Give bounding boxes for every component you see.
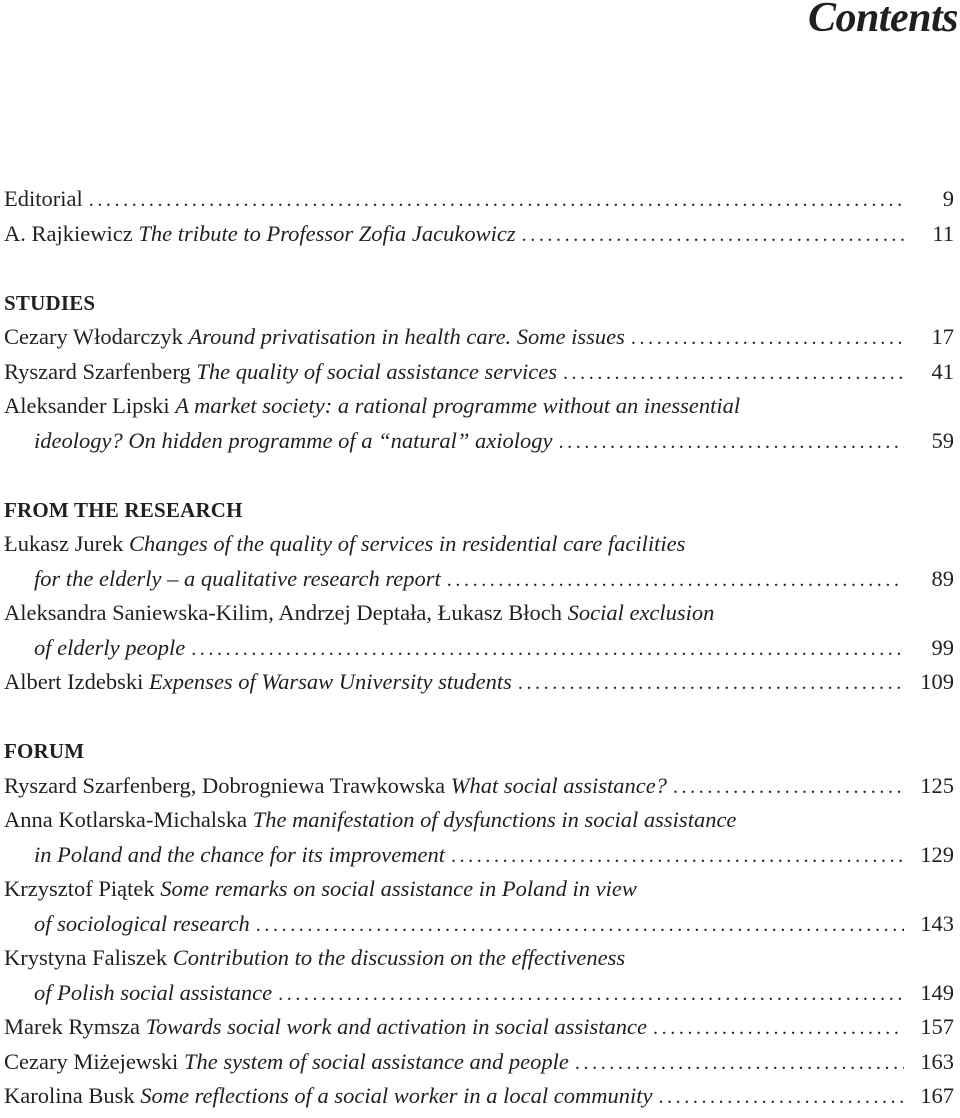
entry-author: Ryszard Szarfenberg, Dobrogniewa Trawkowska — [4, 772, 446, 798]
entry-page: 143 — [920, 910, 954, 936]
entry-author: Marek Rymsza — [4, 1014, 140, 1039]
toc-entry-continuation[interactable] — [4, 838, 954, 873]
toc-entry[interactable] — [4, 803, 954, 838]
section-heading-from-the-research: FROM THE RESEARCH — [4, 497, 243, 522]
entry-title: Expenses of Warsaw University students — [148, 669, 512, 694]
entry-page: 9 — [942, 186, 954, 211]
entry-title: A market society: a rational programme without an inessential — [175, 393, 741, 418]
toc-entry[interactable] — [4, 596, 954, 631]
toc-entry[interactable] — [4, 872, 954, 907]
toc-entry[interactable] — [4, 527, 954, 562]
entry-title: The quality of social assistance services — [196, 358, 557, 384]
dot-leader — [522, 218, 904, 253]
dot-leader — [518, 666, 904, 701]
entry-author: Krzysztof Piątek — [4, 876, 155, 901]
toc-entry-continuation[interactable] — [4, 562, 954, 597]
entry-title-continuation: for the elderly – a qualitative research report — [34, 565, 441, 591]
toc-entry[interactable] — [4, 355, 954, 390]
entry-author: Aleksandra Saniewska-Kilim, Andrzej Deptała, Łukasz Błoch — [4, 600, 562, 625]
entry-title: The manifestation of dysfunctions in social assistance — [252, 807, 737, 832]
entry-title-continuation: of Polish social assistance — [34, 979, 273, 1005]
dot-leader — [658, 1080, 904, 1115]
entry-page: 89 — [931, 565, 954, 591]
dot-leader — [451, 839, 904, 874]
toc-entry-editorial[interactable] — [4, 182, 954, 217]
toc-entry[interactable] — [4, 217, 954, 252]
dot-leader — [653, 1011, 904, 1046]
toc-entry-continuation[interactable] — [4, 976, 954, 1011]
entry-author: Łukasz Jurek — [4, 531, 124, 556]
entry-title: Towards social work and activation in social assistance — [145, 1014, 648, 1039]
entry-title-continuation: of sociological research — [34, 910, 250, 936]
entry-author: Cezary Włodarczyk — [4, 324, 183, 349]
toc-entry[interactable] — [4, 1045, 954, 1080]
dot-leader — [191, 632, 904, 667]
dot-leader — [256, 908, 904, 943]
entry-title: The tribute to Professor Zofia Jacukowicz — [138, 220, 516, 246]
table-of-contents — [4, 182, 954, 1114]
entry-page: 99 — [931, 634, 954, 660]
entry-title: Around privatisation in health care. Some issues — [188, 324, 625, 349]
entry-page: 125 — [920, 772, 954, 798]
page-title: Contents — [807, 0, 958, 41]
dot-leader — [673, 770, 904, 805]
entry-page: 11 — [932, 220, 954, 246]
entry-author: Albert Izdebski — [4, 669, 144, 694]
entry-page: 163 — [920, 1048, 954, 1074]
toc-entry[interactable] — [4, 941, 954, 976]
entry-page: 17 — [931, 324, 954, 349]
entry-page: 167 — [920, 1083, 954, 1108]
entry-author: Aleksander Lipski — [4, 393, 170, 418]
dot-leader — [631, 321, 904, 356]
entry-title-continuation: ideology? On hidden programme of a “natural” axiology — [34, 427, 553, 453]
entry-title-continuation: in Poland and the chance for its improvement — [34, 841, 445, 867]
dot-leader — [278, 977, 904, 1012]
dot-leader — [89, 183, 904, 218]
toc-entry[interactable] — [4, 769, 954, 804]
entry-author: Krystyna Faliszek — [4, 945, 168, 970]
entry-title-continuation: of elderly people — [34, 634, 186, 660]
toc-entry-continuation[interactable] — [4, 907, 954, 942]
entry-page: 157 — [920, 1014, 954, 1039]
toc-entry-continuation[interactable] — [4, 424, 954, 459]
entry-author: Karolina Busk — [4, 1083, 135, 1108]
entry-title: Social exclusion — [567, 600, 715, 625]
entry-title: Contribution to the discussion on the effectiveness — [172, 945, 626, 970]
toc-entry[interactable] — [4, 1079, 954, 1114]
entry-page: 59 — [931, 427, 954, 453]
entry-page: 109 — [920, 669, 954, 694]
toc-entry[interactable] — [4, 1010, 954, 1045]
toc-entry-continuation[interactable] — [4, 631, 954, 666]
toc-entry[interactable] — [4, 320, 954, 355]
entry-author: Cezary Miżejewski — [4, 1048, 179, 1074]
section-heading-forum: FORUM — [4, 739, 85, 763]
entry-author: Anna Kotlarska-Michalska — [4, 807, 248, 832]
dot-leader — [559, 425, 904, 460]
entry-title: Some reflections of a social worker in a local community — [140, 1083, 653, 1108]
entry-author: A. Rajkiewicz — [4, 220, 133, 246]
dot-leader — [563, 356, 904, 391]
entry-title: Changes of the quality of services in residential care facilities — [128, 531, 686, 556]
entry-title: The system of social assistance and people — [183, 1048, 569, 1074]
entry-author: Editorial — [4, 186, 83, 211]
entry-page: 41 — [931, 358, 954, 384]
dot-leader — [447, 563, 904, 598]
entry-author: Ryszard Szarfenberg — [4, 358, 191, 384]
toc-entry[interactable] — [4, 389, 954, 424]
entry-title: What social assistance? — [450, 772, 667, 798]
entry-title: Some remarks on social assistance in Poland in view — [160, 876, 637, 901]
toc-entry[interactable] — [4, 665, 954, 700]
entry-page: 149 — [920, 979, 954, 1005]
dot-leader — [575, 1046, 904, 1081]
entry-page: 129 — [920, 841, 954, 867]
section-heading-studies: STUDIES — [4, 290, 96, 315]
